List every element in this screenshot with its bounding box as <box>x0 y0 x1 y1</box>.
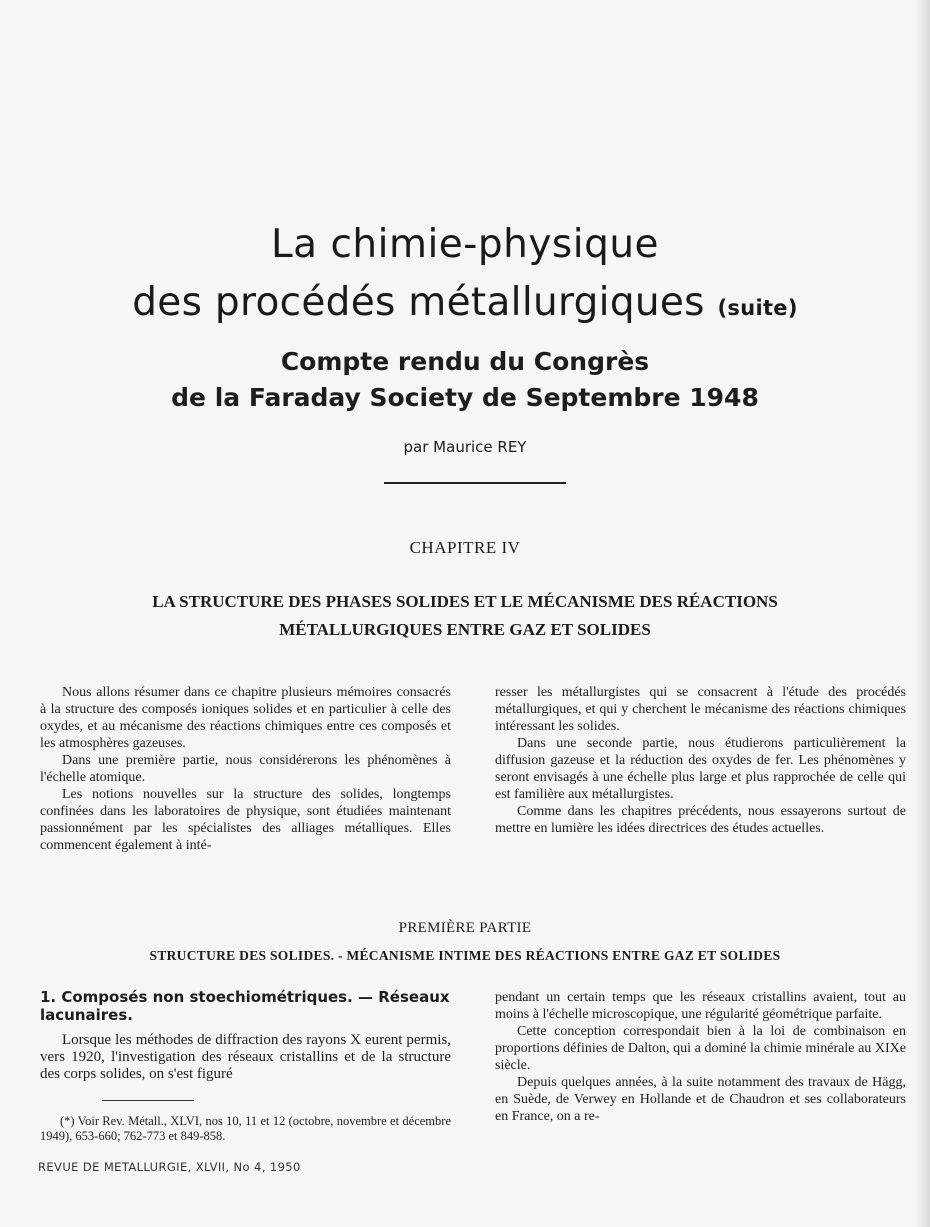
intro-continuation: resser les métallurgistes qui se consacrent à l'étude des procédés métallurgiques, et qui y cherchent le mécanisme des réactions chimiques intéressant les solides. <box>495 685 906 734</box>
article-title-main: des procédés métallurgiques <box>132 280 705 325</box>
footnote-divider <box>102 1100 194 1101</box>
author-byline: par Maurice REY <box>403 438 527 456</box>
intro-paragraph: Nous allons résumer dans ce chapitre plusieurs mémoires consacrés à la structure des composés ioniques solides et en particulier à celle des oxydes, et au mécanisme des réactions chimiques entre ces composés et les atmosphères gazeuses. <box>40 685 451 751</box>
article-title-line2 <box>0 280 930 325</box>
running-footer: REVUE DE METALLURGIE, XLVII, No 4, 1950 <box>38 1160 301 1174</box>
section-paragraph: Depuis quelques années, à la suite notamment des travaux de Hägg, en Suède, de Verwey en Hollande et de Chaudron et ses collaborateurs en France, on a re- <box>495 1075 906 1124</box>
chapter-title-line2: MÉTALLURGIQUES ENTRE GAZ ET SOLIDES <box>279 620 651 639</box>
intro-left-column <box>40 684 451 854</box>
chapter-title <box>40 588 890 644</box>
title-divider <box>384 482 566 484</box>
intro-paragraph: Dans une seconde partie, nous étudierons particulièrement la diffusion gazeuse et la réduction des oxydes de fer. Les phénomènes y seront envisagés à une échelle plus large et plus rapprochée de celle qui est familière aux métallurgistes. <box>495 736 906 802</box>
section-paragraph: Lorsque les méthodes de diffraction des rayons X eurent permis, vers 1920, l'investigation des réseaux cristallins et de la structure des corps solides, on s'est figuré <box>40 1032 451 1082</box>
subtitle-line1: Compte rendu du Congrès <box>280 347 650 376</box>
article-title-line1: La chimie-physique <box>270 222 660 267</box>
part-subtitle: STRUCTURE DES SOLIDES. - MÉCANISME INTIME DES RÉACTIONS ENTRE GAZ ET SOLIDES <box>149 948 781 963</box>
intro-right-column <box>495 684 906 837</box>
part-title: PREMIÈRE PARTIE <box>398 920 532 936</box>
section-heading: 1. Composés non stoechiométriques. — Réseaux lacunaires. <box>40 988 450 1024</box>
intro-paragraph: Les notions nouvelles sur la structure des solides, longtemps confinées dans les laboratoires de physique, sont étudiées maintenant passionnément par les spécialistes des alliages métalliques. Elles commencent également à inté- <box>40 787 451 853</box>
subtitle-line2: de la Faraday Society de Septembre 1948 <box>171 383 759 412</box>
section-left-column <box>40 1032 451 1083</box>
page-edge-shadow <box>916 0 930 1227</box>
article-title-suffix: (suite) <box>717 296 798 320</box>
section-continuation: pendant un certain temps que les réseaux cristallins avaient, tout au moins à l'échelle microscopique, une régularité géométrique parfaite. <box>495 990 906 1022</box>
footnote: (*) Voir Rev. Métall., XLVI, nos 10, 11 et 12 (octobre, novembre et décembre 1949), 653-660; 762-773 et 849-858. <box>40 1114 451 1143</box>
intro-paragraph: Dans une première partie, nous considérerons les phénomènes à l'échelle atomique. <box>40 753 451 785</box>
chapter-label: CHAPITRE IV <box>409 538 521 557</box>
section-paragraph: Cette conception correspondait bien à la loi de combinaison en proportions définies de Dalton, qui a dominé la chimie minérale au XIXe siècle. <box>495 1024 906 1073</box>
section-right-column <box>495 989 906 1125</box>
intro-paragraph: Comme dans les chapitres précédents, nous essayerons surtout de mettre en lumière les idées directrices des études actuelles. <box>495 804 906 836</box>
chapter-title-line1: LA STRUCTURE DES PHASES SOLIDES ET LE MÉCANISME DES RÉACTIONS <box>152 592 778 611</box>
